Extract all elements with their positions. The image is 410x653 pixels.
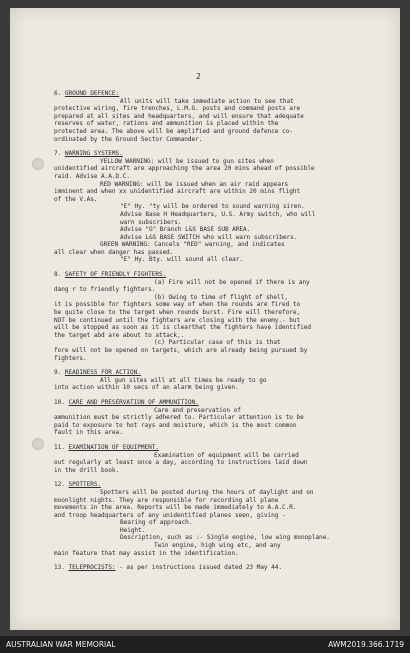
section-number: 6.: [54, 90, 62, 97]
section: [54, 271, 394, 362]
section-number: 11.: [54, 443, 65, 451]
section-heading: [54, 481, 394, 489]
page-number: 2: [196, 72, 201, 81]
document-line: All gun sites will at all times be ready to go: [100, 376, 267, 384]
section-number: 12.: [54, 481, 65, 489]
document-line: out regularly at least once a day, according to instructions laid down: [54, 459, 308, 467]
document-line: fighters.: [54, 354, 87, 362]
section-heading: [54, 444, 394, 452]
section-title: GROUND DEFENCE:: [64, 90, 120, 97]
section-number: 8.: [54, 271, 62, 279]
document-line: YELLOW WARNING: will be issued to gun sites when: [100, 157, 274, 165]
document-line: paid to exposure to hot rays and moisture, which is the most common: [54, 421, 297, 429]
section-heading: [54, 90, 394, 98]
document-line: Advise Base H Headquarters, U.S. Army switch, who will: [120, 210, 316, 218]
section-heading: [54, 564, 394, 572]
section: [54, 90, 394, 143]
document-line: Description, such as :- Single engine, low wing monoplane.: [120, 534, 330, 542]
document-body: [54, 90, 394, 572]
document-line: (b) Owing to time of flight of shell,: [154, 293, 288, 301]
document-line: Advise "G" Branch L&S BASE SUB AREA.: [120, 226, 251, 234]
section: [54, 481, 394, 557]
section-number: 7.: [54, 150, 62, 158]
document-line: raid. Advise A.A.D.C.: [54, 172, 130, 180]
document-line: NOT be continued until the fighters are closing with the enemy.- but: [54, 316, 301, 324]
document-line: reserves of water, rations and ammunition is placed within the: [54, 120, 279, 128]
document-line: moonlight nights. They are responsible for recording all plane: [54, 496, 279, 504]
document-line: ordinated by the Ground Sector Commander.: [54, 135, 203, 143]
document-line: and troop headquarters of any unidentified planes seen, giving -: [54, 511, 286, 519]
document-line: ammunition must be strictly adhered to. Particular attention is to be: [54, 414, 304, 422]
punch-hole: [32, 158, 44, 170]
section-heading: [54, 399, 394, 407]
section-heading: [54, 369, 394, 377]
document-line: of the V.As.: [54, 195, 98, 203]
document-line: RED WARNING: will be issued when an air raid appears: [100, 180, 289, 188]
document-line: "E" Hy. "ty will be ordered to sound warning siren.: [120, 203, 305, 211]
section-heading: [54, 150, 394, 158]
footer-accession-number: AWM2019.366.1719: [328, 640, 404, 649]
section-title: READINESS FOR ACTION.: [64, 369, 141, 377]
document-line: movements in the area. Reports will be made immediately to A.A.C.R.: [54, 504, 297, 512]
document-line: all clear when danger has passed.: [54, 248, 174, 256]
document-line: Spotters will be posted during the hours of daylight and on: [100, 488, 314, 496]
section: [54, 399, 394, 437]
document-line: fault in this area.: [54, 429, 123, 437]
document-line: Bearing of approach.: [120, 519, 193, 527]
section-title: SAFETY OF FRIENDLY FIGHTERS.: [64, 271, 167, 279]
document-line: it is possible for fighters some way of when the rounds are fired to: [54, 301, 301, 309]
punch-hole: [32, 438, 44, 450]
section-title: TELEPROCISTS:: [68, 564, 116, 572]
document-line: Care and preservation of: [154, 406, 241, 414]
section-title: WARNING SYSTEMS.: [64, 150, 123, 158]
document-line: All units will take immediate action to see that: [120, 97, 294, 105]
document-line: warn subscribers.: [120, 218, 182, 226]
document-line: main feature that may assist in the identification.: [54, 549, 239, 557]
document-line: protected area. The above will be amplified and ground defence co-: [54, 127, 293, 135]
document-line: Twin engine, high wing etc, and any: [154, 542, 281, 550]
section-title: EXAMINATION OF EQUIPMENT.: [68, 443, 159, 451]
document-line: imminent and when xx unidentified aircraft are within 20 mins flight: [54, 188, 301, 196]
document-line: will be stopped as soon as it is clearthat the fighters have identified: [54, 324, 311, 332]
document-line: Examination of equipment will be carried: [154, 451, 299, 459]
document-line: dang r to friendly fighters.: [54, 286, 156, 294]
document-line: GREEN WARNING: Cancels "RED" warning, and indicates: [100, 241, 285, 249]
document-line: Height.: [120, 526, 146, 534]
section-number: 10.: [54, 398, 65, 406]
footer-institution: AUSTRALIAN WAR MEMORIAL: [6, 640, 116, 649]
document-line: Advise L&S BASE SWITCH who will warn subscribers.: [120, 233, 298, 241]
document-line: prepared at all sites and headquarters, and will ensure that adequate: [54, 112, 304, 120]
section-title: CARE AND PRESERVATION OF AMMUNITION.: [68, 398, 199, 406]
document-line: be quite close to the target when rounds burst. Fire will therefore,: [54, 309, 301, 317]
section: [54, 150, 394, 264]
section-title: SPOTTERS.: [68, 481, 102, 489]
document-line: the target abd are about to attack,.: [54, 331, 185, 339]
document-line: (c) Particular case of this is that: [154, 339, 281, 347]
archive-footer: [0, 636, 410, 653]
section-text: - as per instructions issued dated 23 May 44.: [119, 564, 283, 572]
section: [54, 444, 394, 474]
section: [54, 564, 394, 572]
section-number: 13.: [54, 564, 65, 572]
document-line: protective wiring, fire trenches, L.M.G. posts and command posts are: [54, 105, 301, 113]
section-number: 9.: [54, 369, 62, 377]
document-line: into action within 10 secs of an alarm being given.: [54, 384, 239, 392]
document-line: in the drill book.: [54, 466, 120, 474]
document-line: (a) Fire will not be opened if there is any: [154, 278, 310, 286]
section-heading: [54, 271, 394, 279]
document-line: "E" Hy. Bty. will sound all clear.: [120, 256, 244, 264]
document-line: unidentified aircraft are approaching the area 20 mins ahead of possible: [54, 165, 315, 173]
section: [54, 369, 394, 392]
document-line: fore will not be opened on targets, which are already being pursued by: [54, 347, 308, 354]
